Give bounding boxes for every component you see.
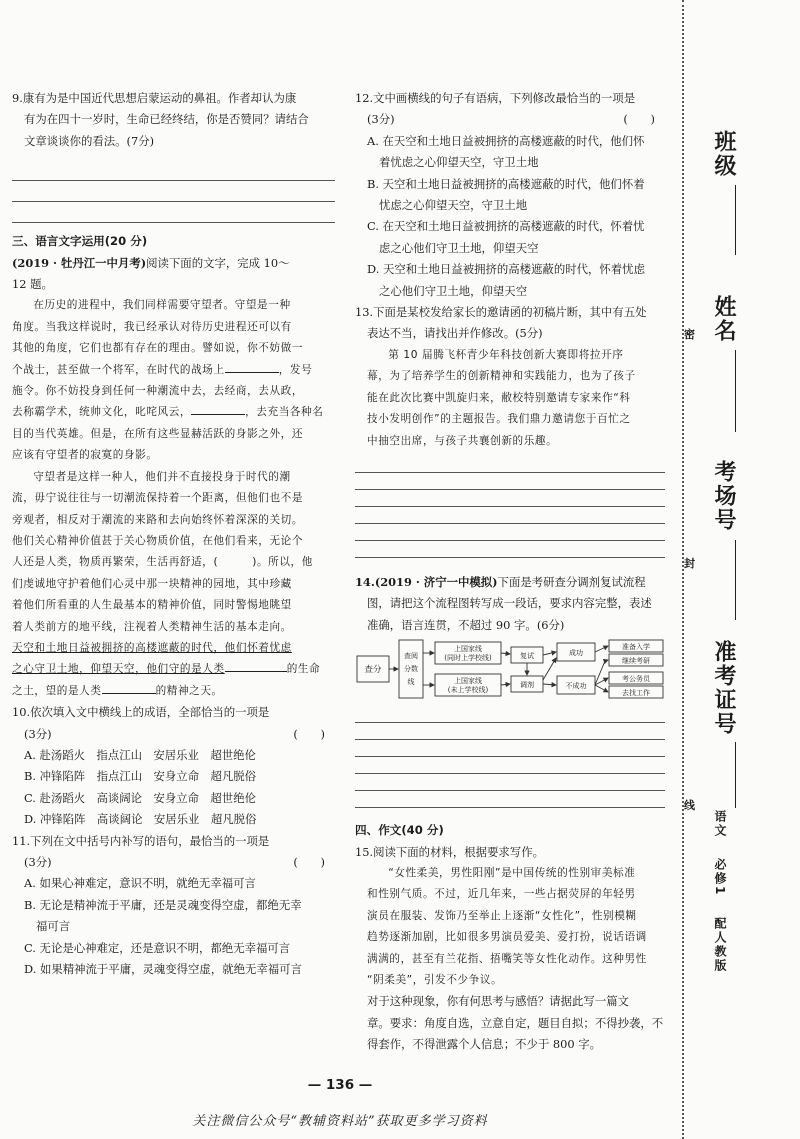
underlined-sentence: 天空和土地日益被拥挤的高楼遮蔽的时代，他们怀着忧虑 — [12, 641, 292, 654]
q15-stem: 15.阅读下面的材料，根据要求写作。 — [355, 844, 544, 859]
q9-line-2: 有为在四十一岁时，生命已经终结，你是否赞同？请结合 — [24, 112, 309, 127]
q14-stem-cont: 准确，语言连贯，不超过 90 字。(6分) — [367, 617, 565, 632]
flow-out-label: 准备入学 — [622, 643, 650, 652]
material-line: 趋势逐渐加剧，比如很多男演员爱美、爱打扮，说话语调 — [367, 931, 647, 944]
answer-line[interactable] — [355, 490, 665, 507]
flow-under-label: 上国家线 — [454, 677, 482, 686]
essay-requirement: 章。要求：角度自选，立意自定，题目自拟；不得抄袭，不 — [367, 1015, 664, 1030]
answer-line[interactable] — [355, 757, 665, 774]
excerpt-line: 幕，为了培养学生的创新精神和实践能力，也为了孩子 — [367, 370, 636, 383]
passage-line: 着他们所看重的人生最基本的精神价值，同时警惕地眺望 — [12, 599, 292, 612]
seal-mark-mi: 密 — [684, 328, 695, 341]
section-3-title: 三、语言文字运用(20 分) — [12, 234, 148, 249]
passage-line: 守望者是这样一种人，他们并不直接投身于时代的潮 — [33, 470, 291, 483]
passage-line: 施令。你不妨投身到任何一种潮流中去，去经商，去从政， — [12, 385, 304, 398]
answer-line[interactable] — [355, 791, 665, 808]
name-field[interactable] — [735, 350, 736, 432]
passage-line: 目的当代英雄。但是，在所有这些显赫活跃的身影之外，还 — [12, 427, 304, 440]
name-label: 姓名 — [711, 295, 736, 343]
reading-passage — [12, 295, 335, 702]
q10-option-a[interactable]: A. 赴汤蹈火 指点江山 安居乐业 超世绝伦 — [24, 747, 256, 762]
q11-option-c[interactable]: C. 无论是心神难定，还是意识不明，都绝无幸福可言 — [24, 940, 291, 955]
excerpt-line: 中抽空出席，与孩子共襄创新的乐趣。 — [367, 434, 558, 447]
excerpt-line: 能在此次比赛中凯旋归来，敝校特别邀请专家来作“科 — [367, 391, 631, 404]
essay-requirement: 对于这种现象，你有何思考与感悟？请据此写一篇文 — [367, 994, 629, 1009]
flowchart — [355, 638, 665, 700]
invitation-excerpt — [355, 345, 665, 452]
q11-option-d[interactable]: D. 如果精神流于平庸，灵魂变得空虚，就绝无幸福可言 — [24, 962, 302, 977]
q12-score: (3分) — [367, 112, 395, 127]
passage-line: 其他的角度，它们也都有存在的理由。譬如说，你不妨做一 — [12, 342, 304, 355]
material-line: “女性柔美，男性阳刚”是中国传统的性别审美标准 — [388, 866, 636, 879]
left-column — [12, 88, 335, 980]
book-tag — [712, 810, 729, 987]
passage-text: ，去充当各种名 — [245, 406, 324, 419]
passage-text: 人还是人类，物质再繁荣，生活再舒适，( — [12, 556, 219, 569]
q9-line-3: 文章谈谈你的看法。(7分) — [24, 133, 155, 148]
essay-material — [355, 863, 665, 991]
flow-review-label: 查阅 — [404, 652, 418, 661]
flow-out-label: 考公务员 — [622, 675, 650, 684]
answer-line[interactable] — [12, 160, 335, 181]
answer-line[interactable] — [12, 181, 335, 202]
passage-text: 的生命 — [286, 663, 321, 676]
passage-text: 的精神之天。 — [155, 684, 223, 697]
q10-option-b[interactable]: B. 冲锋陷阵 指点江山 安身立命 超凡脱俗 — [24, 769, 257, 784]
flow-out-label: 继续考研 — [622, 657, 650, 666]
flow-under-label: (未上学校线) — [447, 686, 489, 695]
class-field[interactable] — [735, 185, 736, 255]
answer-line[interactable] — [355, 740, 665, 757]
book-edition: 配人教版 — [713, 916, 727, 973]
passage-line: 角度。当我这样说时，我已经承认对待历史进程还可以有 — [12, 320, 292, 333]
q12-option-c-cont: 虑之心他们守卫土地，仰望天空 — [379, 240, 539, 255]
flow-review-label: 分数 — [404, 665, 418, 674]
section-3-intro-cont: 12 题。 — [12, 277, 53, 292]
section-3-intro: 阅读下面的文字，完成 10～ — [146, 255, 290, 270]
q10-option-d[interactable]: D. 冲锋陷阵 高谈阔论 安居乐业 超凡脱俗 — [24, 812, 257, 827]
excerpt-line: 第 10 届腾飞杯青少年科技创新大赛即将拉开序 — [388, 348, 624, 361]
answer-bracket[interactable]: ( ) — [293, 726, 325, 741]
fill-blank[interactable] — [102, 682, 156, 694]
q12-option-a-cont: 着忧虑之心仰望天空，守卫土地 — [379, 155, 539, 170]
answer-line[interactable] — [355, 723, 665, 740]
passage-line: 旁观者，相反对于潮流的来路和去向始终怀着深深的关切。 — [12, 513, 304, 526]
q11-score: (3分) — [24, 855, 52, 869]
answer-line[interactable] — [355, 774, 665, 791]
flow-success-label: 成功 — [569, 649, 583, 658]
page-number: — 136 — — [307, 1077, 373, 1093]
flow-start-label: 查分 — [364, 665, 382, 676]
answer-line[interactable] — [355, 541, 665, 558]
material-line: 满满的，甚至有兰花指、捂嘴笑等女性化动作。这种男性 — [367, 952, 647, 965]
flow-out-label: 去找工作 — [622, 689, 650, 698]
passage-line: 们虔诚地守护着他们心灵中那一块精神的园地，其中珍藏 — [12, 577, 292, 590]
exam-room-label: 考场号 — [711, 460, 736, 532]
seal-mark-feng: 封 — [684, 557, 695, 570]
fill-blank[interactable] — [191, 403, 245, 415]
passage-line: 流，毋宁说往往与一切潮流保持着一个距离，但他们也不是 — [12, 492, 304, 505]
answer-line[interactable] — [355, 456, 665, 473]
q14-source: 14.(2019 · 济宁一中模拟) — [355, 574, 498, 589]
seal-mark-xian: 线 — [684, 799, 695, 812]
flow-adjust-label: 调剂 — [520, 681, 534, 690]
material-line: “阴柔美”，引发不少争议。 — [367, 973, 503, 986]
passage-text: )。所以，他 — [252, 556, 313, 569]
q11-option-a[interactable]: A. 如果心神难定，意识不明，就绝无幸福可言 — [24, 876, 256, 891]
exam-room-field[interactable] — [735, 540, 736, 620]
flow-over-label: 上国家线 — [454, 645, 482, 654]
q9-line-1: 9.康有为是中国近代思想启蒙运动的鼻祖。作者却认为康 — [12, 91, 297, 105]
flow-review-label: 线 — [407, 678, 415, 687]
q14-stem: 下面是考研查分调剂复试流程 — [497, 574, 646, 589]
passage-line: 在历史的进程中，我们同样需要守望者。守望是一种 — [33, 299, 291, 312]
q12-option-d[interactable]: D. 天空和土地日益被拥挤的高楼遮蔽的时代，怀着忧虑 — [367, 262, 645, 277]
passage-text: 去称霸学术，统帅文化，叱咤风云， — [12, 406, 192, 419]
answer-line[interactable] — [355, 473, 665, 490]
section-4-title: 四、作文(40 分) — [355, 823, 444, 838]
passage-text: 个战士，甚至做一个将军，在时代的战场上 — [12, 363, 225, 376]
q11-option-b-cont: 福可言 — [36, 919, 71, 934]
flow-over-label: (同时上学校线) — [444, 654, 492, 663]
footer-note: 关注微信公众号“教辅资料站”获取更多学习资料 — [192, 1114, 488, 1129]
answer-line[interactable] — [355, 706, 665, 723]
underlined-sentence: 之心守卫土地，仰望天空，他们守的是人类 — [12, 663, 225, 676]
admission-number-field[interactable] — [735, 742, 736, 808]
passage-line: 应该有守望者的寂寞的身影。 — [12, 449, 158, 462]
q10-option-c[interactable]: C. 赴汤蹈火 高谈阔论 安身立命 超世绝伦 — [24, 790, 256, 805]
book-subject: 语文 — [713, 810, 727, 838]
passage-text: ，发号 — [278, 363, 313, 376]
material-line: 演员在服装、发饰乃至举止上逐渐“女性化”，性别模糊 — [367, 909, 637, 922]
passage-line: 他们关心精神价值甚于关心物质价值，在他们看来，无论个 — [12, 534, 304, 547]
flow-retest-label: 复试 — [520, 652, 534, 661]
book-volume: 必修1 — [713, 858, 727, 897]
q13-stem-cont: 表达不当，请找出并作修改。(5分) — [367, 326, 543, 341]
q12-option-b-cont: 忧虑之心仰望天空，守卫土地 — [379, 198, 528, 213]
essay-requirement: 得套作，不得泄露个人信息；不少于 800 字。 — [367, 1037, 602, 1052]
q14-stem-cont: 图，请把这个流程图转写成一段话，要求内容完整，表述 — [367, 596, 652, 611]
excerpt-line: 技小发明创作”的主题报告。我们鼎力邀请您于百忙之 — [367, 413, 631, 426]
right-column — [355, 88, 665, 1056]
q13-stem: 13.下面是某校发给家长的邀请函的初稿片断，其中有五处 — [355, 305, 647, 320]
q11-stem: 11.下列在文中括号内补写的语句，最恰当的一项是 — [12, 833, 270, 848]
passage-line: 着人类前方的地平线，注视着人类精神生活的基本走向。 — [12, 620, 292, 633]
class-label: 班级 — [711, 130, 736, 178]
material-line: 和性别气质。不过，近几年来，一些占据荧屏的年轻男 — [367, 888, 636, 901]
q11-option-b[interactable]: B. 无论是精神流于平庸，还是灵魂变得空虚，都绝无幸 — [24, 897, 302, 912]
q12-option-c[interactable]: C. 在天空和土地日益被拥挤的高楼遮蔽的时代，怀着忧 — [367, 219, 645, 234]
answer-line[interactable] — [355, 524, 665, 541]
fill-blank[interactable] — [225, 660, 287, 672]
flow-fail-label: 不成功 — [565, 682, 587, 691]
q10-score: (3分) — [24, 726, 52, 741]
answer-line[interactable] — [355, 507, 665, 524]
answer-line[interactable] — [12, 202, 335, 223]
answer-bracket[interactable]: ( ) — [623, 112, 655, 127]
q12-stem: 12.文中画横线的句子有语病，下列修改最恰当的一项是 — [355, 91, 636, 105]
answer-bracket[interactable]: ( ) — [293, 855, 325, 869]
q12-option-d-cont: 之心他们守卫土地，仰望天空 — [379, 283, 528, 298]
passage-text: 之土，望的是人类 — [12, 684, 102, 697]
admission-number-label: 准考证号 — [711, 640, 736, 736]
q10-stem: 10.依次填入文中横线上的成语，全部恰当的一项是 — [12, 705, 270, 720]
fill-blank[interactable] — [225, 361, 279, 373]
q12-option-a[interactable]: A. 在天空和土地日益被拥挤的高楼遮蔽的时代，他们怀 — [367, 133, 645, 148]
q12-option-b[interactable]: B. 天空和土地日益被拥挤的高楼遮蔽的时代，他们怀着 — [367, 176, 645, 191]
question-source: (2019 · 牡丹江一中月考) — [12, 255, 147, 270]
